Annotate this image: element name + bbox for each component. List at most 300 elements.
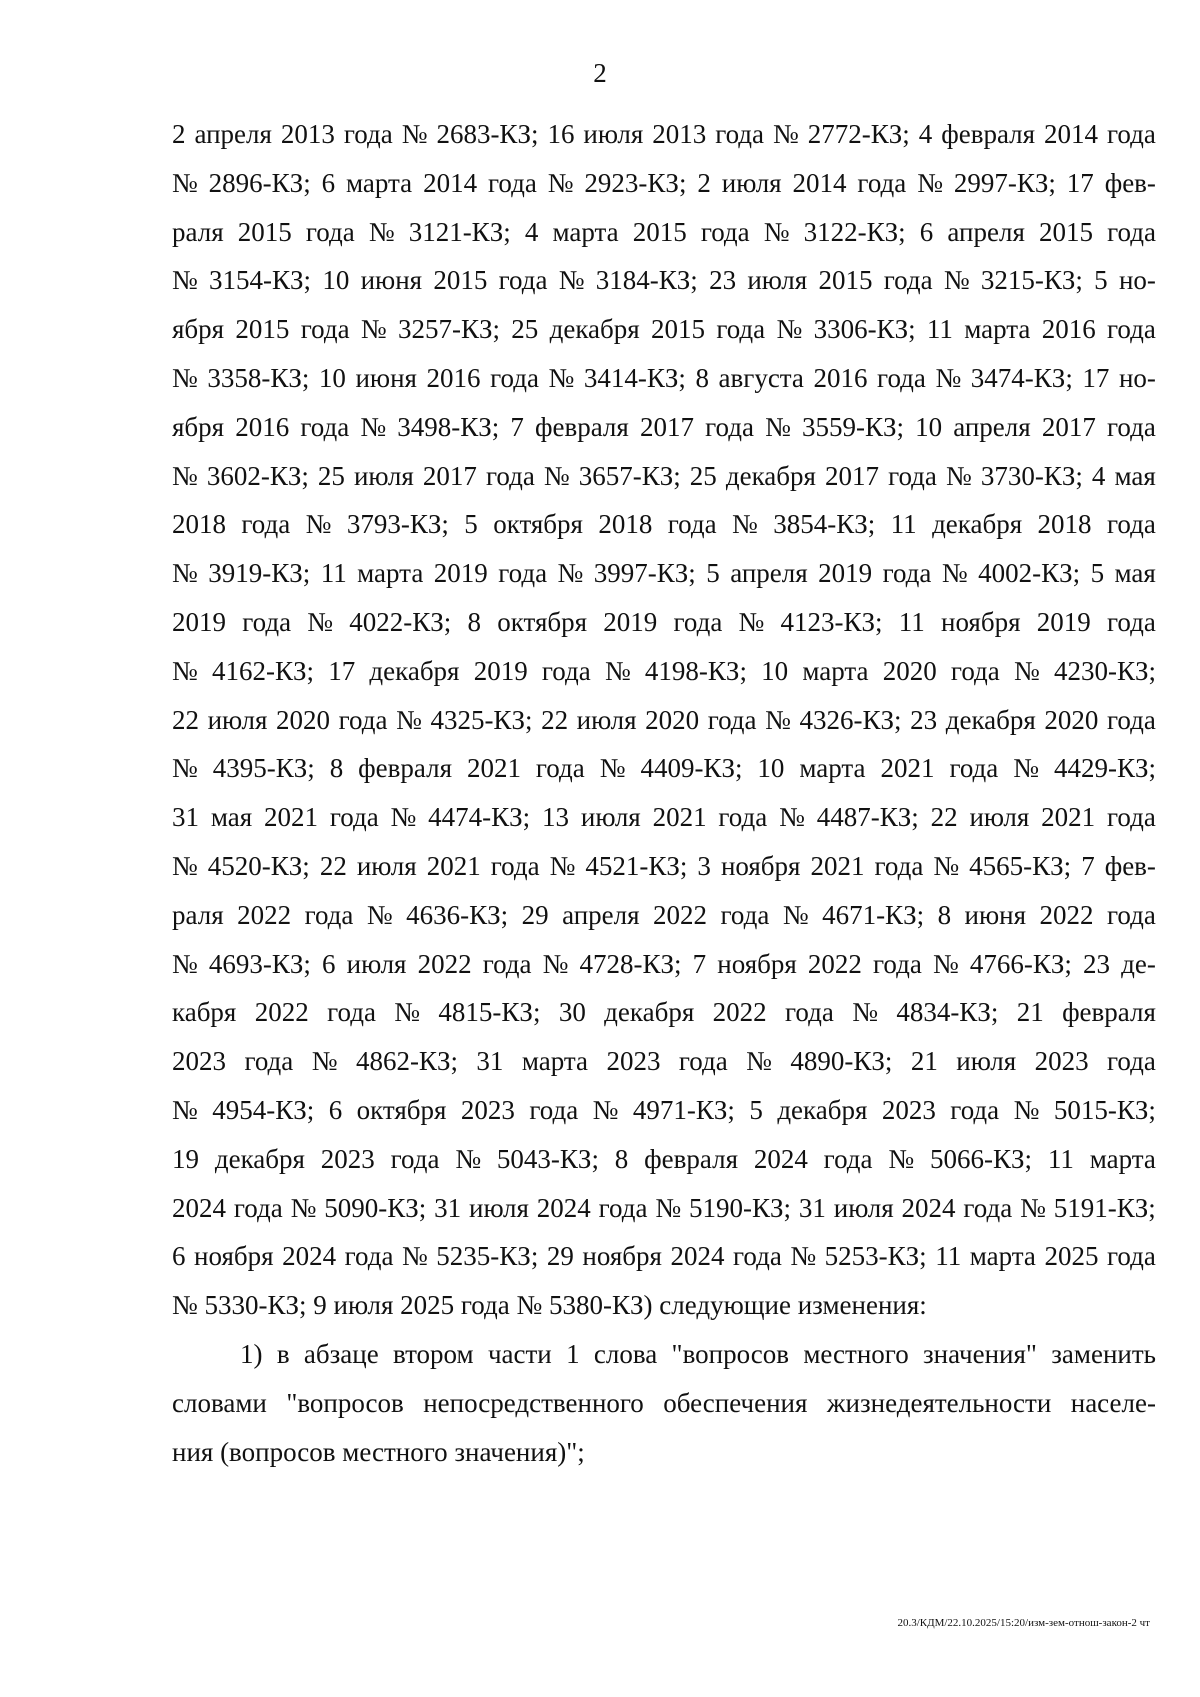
word: 10 (322, 265, 350, 296)
word: кабря (172, 997, 237, 1028)
word: № (360, 314, 387, 345)
word: февраля (1062, 997, 1156, 1028)
text-line (172, 891, 1156, 940)
word: 2016 (813, 362, 868, 393)
word: № (172, 167, 198, 198)
word: декабря (777, 1094, 868, 1125)
text-line (172, 842, 1156, 891)
text-line (172, 647, 1156, 696)
word: № (172, 1094, 198, 1125)
word: 2022 (1039, 899, 1094, 930)
word: 2021 (426, 850, 481, 881)
word: № (943, 265, 970, 296)
word: непосредственного (423, 1387, 644, 1418)
word: 2019 (1036, 606, 1091, 637)
word: 4022-КЗ; (349, 606, 452, 637)
word: 4162-КЗ; (211, 655, 314, 686)
word: июля (346, 948, 407, 979)
word: 2023 (1034, 1046, 1089, 1077)
word: года (490, 850, 540, 881)
word: 4326-КЗ; (799, 704, 902, 735)
word: ноября (194, 1241, 274, 1272)
word: 25 (689, 460, 717, 491)
word: 3154-КЗ; (209, 265, 312, 296)
word: 19 (172, 1143, 199, 1174)
word: февраля (358, 753, 452, 784)
word: 3919-КЗ; (208, 558, 311, 589)
word: № (765, 411, 791, 442)
word: 2017 (422, 460, 477, 491)
word: ноября (720, 850, 801, 881)
word: ноября (582, 1241, 662, 1272)
word: № (290, 1192, 317, 1223)
word: года (950, 655, 1000, 686)
word: июля (469, 1192, 529, 1223)
word: августа (718, 362, 804, 393)
word: 3358-КЗ; (207, 362, 310, 393)
word: 6 (321, 167, 336, 198)
word: года (707, 704, 757, 735)
text-line: 1) в абзаце втором части 1 слова "вопросов местного значения" заменить (240, 1338, 1156, 1369)
word: февраля (941, 119, 1036, 149)
word: 5235-КЗ; (436, 1241, 539, 1272)
word: 3122-КЗ; (803, 216, 906, 247)
word: 2024 (282, 1241, 337, 1272)
word: 4890-КЗ; (790, 1046, 893, 1077)
word: 2017 (639, 411, 694, 442)
word: мая (1114, 460, 1156, 491)
word: 2772-КЗ; (807, 119, 910, 149)
word: 13 (542, 802, 570, 833)
word: 5 (706, 558, 720, 589)
word: 5043-КЗ; (496, 1143, 599, 1174)
word: 8 (329, 753, 344, 784)
word: года (344, 1241, 394, 1272)
word: года (498, 558, 548, 589)
word: 3414-КЗ; (583, 362, 686, 393)
word: 2021 (810, 850, 865, 881)
word: года (1106, 899, 1156, 930)
word: года (390, 1143, 440, 1174)
word: словами (172, 1387, 267, 1418)
text-line (172, 598, 1156, 647)
word: декабря (932, 509, 1023, 540)
word: 5015-КЗ; (1053, 1094, 1156, 1125)
page-number: 2 (593, 58, 607, 88)
word: 3997-КЗ; (593, 558, 696, 589)
word: 4815-КЗ; (438, 997, 541, 1028)
word: 3257-КЗ; (397, 314, 500, 345)
word: 4521-КЗ; (585, 850, 688, 881)
word: 2017 (1041, 411, 1096, 442)
word: 7 (1081, 850, 1095, 881)
word: № (779, 802, 805, 833)
word: года (1107, 216, 1156, 247)
word: 3498-КЗ; (397, 411, 500, 442)
word: 2016 (426, 362, 481, 393)
word: 2020 (1044, 704, 1099, 735)
word: 6 (919, 216, 934, 247)
word: марта (964, 314, 1031, 345)
word: 10 (757, 753, 785, 784)
word: 5190-КЗ; (689, 1192, 792, 1223)
word: фев- (1104, 167, 1156, 198)
word: 2019 (818, 558, 873, 589)
text-line (172, 256, 1156, 305)
word: года (1106, 1241, 1156, 1272)
word: года (485, 460, 535, 491)
word: 17 (1066, 167, 1094, 198)
word: года (598, 1192, 648, 1223)
word: 2020 (645, 704, 700, 735)
word: апреля (194, 119, 272, 149)
word: 4 (1091, 460, 1106, 491)
word: марта (969, 1241, 1036, 1272)
word: раля (172, 216, 224, 247)
word: 2018 (598, 509, 653, 540)
word: 17 (328, 655, 356, 686)
word: 3602-КЗ; (206, 460, 309, 491)
word: 2015 (818, 265, 873, 296)
word: 3121-КЗ; (408, 216, 511, 247)
word: года (541, 655, 591, 686)
text-line (172, 1086, 1156, 1135)
word: 2024 (670, 1241, 725, 1272)
word: 3 (697, 850, 711, 881)
word: 8 (467, 606, 482, 637)
word: № (172, 850, 198, 881)
word: апреля (947, 216, 1025, 247)
word: 3559-КЗ; (801, 411, 904, 442)
word: 2021 (1041, 802, 1096, 833)
word: № (557, 558, 584, 589)
word: года (233, 1192, 283, 1223)
word: 11 (890, 509, 917, 540)
word: года (1106, 802, 1156, 833)
word: года (720, 899, 770, 930)
word: 10 (318, 362, 346, 393)
word: 2022 (653, 899, 708, 930)
word: 31 (798, 1192, 826, 1223)
word: № (782, 899, 809, 930)
word: декабря (549, 314, 640, 345)
word: 8 (695, 362, 709, 393)
word: № (543, 460, 570, 491)
word: 11 (320, 558, 347, 589)
word: 5 (464, 509, 478, 540)
word: № (305, 509, 332, 540)
word: марта (802, 655, 869, 686)
word: № (549, 850, 576, 881)
word: раля (172, 899, 224, 930)
word: 8 (614, 1143, 629, 1174)
word: 2683-КЗ; (436, 119, 539, 149)
document-body (172, 110, 1156, 1476)
word: года (498, 265, 548, 296)
text-line (172, 793, 1156, 842)
word: № (172, 265, 198, 296)
word: № (945, 460, 972, 491)
word: 8 (937, 899, 952, 930)
word: № (738, 606, 765, 637)
word: 6 (322, 948, 336, 979)
word: мая (1114, 558, 1156, 589)
word: июля (353, 460, 414, 491)
word: марта (1089, 1143, 1156, 1174)
word: 3657-КЗ; (578, 460, 681, 491)
word: 2022 (417, 948, 472, 979)
word: апреля (730, 558, 808, 589)
word: № (172, 460, 198, 491)
word: № (455, 1143, 482, 1174)
word: № (558, 265, 585, 296)
word: года (1107, 314, 1156, 345)
word: года (244, 1046, 294, 1077)
word: № (366, 899, 393, 930)
word: 5253-КЗ; (824, 1241, 927, 1272)
word: 2023 (881, 1094, 936, 1125)
word: года (673, 606, 723, 637)
word: 4409-КЗ; (640, 753, 743, 784)
word: 2015 (1038, 216, 1093, 247)
word: 6 (172, 1241, 186, 1272)
word: года (883, 265, 933, 296)
word: 2021 (880, 753, 935, 784)
word: февраля (534, 411, 629, 442)
word: 4671-КЗ; (822, 899, 925, 930)
word: 4520-КЗ; (207, 850, 310, 881)
word: года (490, 362, 539, 393)
word: 6 (328, 1094, 343, 1125)
word: № (604, 655, 631, 686)
word: фев- (1104, 850, 1156, 881)
word: марта (357, 558, 424, 589)
word: октября (497, 606, 588, 637)
word: 11 (926, 314, 953, 345)
word: № (360, 411, 387, 442)
word: де- (1121, 948, 1156, 979)
word: № (932, 948, 959, 979)
word: но- (1118, 362, 1156, 393)
word: № (401, 119, 428, 149)
text-line (172, 1232, 1156, 1281)
word: № (773, 119, 799, 149)
word: 4487-КЗ; (816, 802, 919, 833)
word: 4 (918, 119, 933, 149)
word: 2022 (254, 997, 309, 1028)
word: года (784, 997, 834, 1028)
word: года (718, 802, 768, 833)
word: № (935, 362, 962, 393)
word: 22 (172, 704, 199, 735)
word: № (368, 216, 395, 247)
word: года (1107, 1046, 1156, 1077)
word: № (542, 948, 569, 979)
word: октября (493, 509, 583, 540)
word: № (396, 704, 422, 735)
word: 2896-КЗ; (208, 167, 311, 198)
word: обеспечения (663, 1387, 808, 1418)
word: № (599, 753, 626, 784)
word: № (307, 606, 334, 637)
word: № (172, 948, 198, 979)
word: 30 (558, 997, 586, 1028)
word: 4862-КЗ; (355, 1046, 458, 1077)
word: июля (956, 1046, 1017, 1077)
word: 2017 (825, 460, 879, 491)
word: 5 (749, 1094, 763, 1125)
word: 2014 (423, 167, 478, 198)
word: 22 (319, 850, 347, 881)
word: года (667, 509, 717, 540)
word: 2024 (536, 1192, 591, 1223)
word: 4971-КЗ; (632, 1094, 735, 1125)
word: 11 (1047, 1143, 1074, 1174)
word: июля (833, 1192, 894, 1223)
word: года (732, 1241, 782, 1272)
word: 2022 (712, 997, 767, 1028)
word: 2023 (172, 1046, 226, 1077)
word: года (529, 1094, 579, 1125)
word: 4123-КЗ; (780, 606, 883, 637)
word: июня (360, 265, 423, 296)
word: № (917, 167, 943, 198)
word: № (390, 802, 417, 833)
word: года (716, 314, 766, 345)
word: № (1013, 655, 1040, 686)
word: 2020 (882, 655, 937, 686)
word: № (852, 997, 878, 1028)
word: декабря (725, 460, 816, 491)
word: июля (969, 802, 1030, 833)
word: 31 (476, 1046, 504, 1077)
word: 5 (1094, 265, 1108, 296)
word: "вопросов (286, 1387, 404, 1418)
word: года (857, 167, 907, 198)
word: марта (799, 753, 866, 784)
word: 4954-КЗ; (212, 1094, 315, 1125)
word: ноября (941, 606, 1021, 637)
word: 31 (172, 802, 199, 833)
text-line (172, 305, 1156, 354)
word: года (877, 362, 926, 393)
word: года (1107, 119, 1156, 149)
text-line (172, 403, 1156, 452)
word: № (746, 1046, 772, 1077)
word: 10 (915, 411, 943, 442)
word: 2014 (792, 167, 847, 198)
word: 3730-КЗ; (980, 460, 1083, 491)
word: июля (583, 119, 644, 149)
word: 5066-КЗ; (929, 1143, 1033, 1174)
word: 7 (692, 948, 707, 979)
word: года (1106, 606, 1156, 637)
word: 2013 (280, 119, 335, 149)
word: апреля (562, 899, 640, 930)
word: года (950, 1094, 1000, 1125)
word: года (482, 948, 532, 979)
word: 2023 (606, 1046, 661, 1077)
text-line (172, 110, 1156, 159)
text-line (172, 988, 1156, 1037)
text-line (172, 1184, 1156, 1233)
word: 2022 (807, 948, 862, 979)
word: 2015 (433, 265, 488, 296)
word: года (715, 119, 765, 149)
word: 2024 (901, 1192, 956, 1223)
word: 4834-КЗ; (896, 997, 999, 1028)
word: 2015 (651, 314, 705, 345)
word: 31 (434, 1192, 462, 1223)
word: 2019 (172, 606, 226, 637)
word: 2021 (652, 802, 707, 833)
word: 2025 (1044, 1241, 1099, 1272)
word: 2 (697, 167, 711, 198)
word: 2022 (237, 899, 292, 930)
word: 2997-КЗ; (953, 167, 1056, 198)
footer-code: 20.3/КДМ/22.10.2025/15:20/изм-зем-отнош-закон-2 чт (897, 1617, 1150, 1629)
text-line: № 5330-КЗ; 9 июля 2025 года № 5380-КЗ) следующие изменения: (172, 1290, 927, 1321)
word: 17 (1082, 362, 1110, 393)
word: года (705, 411, 754, 442)
word: июля (207, 704, 268, 735)
word: 23 (1083, 948, 1110, 979)
word: года (487, 167, 537, 198)
word: 2021 (466, 753, 521, 784)
word: 3854-КЗ; (773, 509, 876, 540)
word: ноября (717, 948, 797, 979)
word: 2019 (603, 606, 658, 637)
word: мая (210, 802, 253, 833)
word: 3215-КЗ; (980, 265, 1083, 296)
word: № (655, 1192, 682, 1223)
word: 2016 (235, 411, 290, 442)
word: года (874, 850, 924, 881)
word: ября (172, 314, 225, 345)
word: года (338, 704, 388, 735)
word: 4198-КЗ; (644, 655, 747, 686)
word: 25 (317, 460, 345, 491)
word: года (1106, 509, 1156, 540)
word: № (548, 362, 575, 393)
text-line (172, 452, 1156, 501)
word: № (172, 655, 198, 686)
word: года (963, 1192, 1013, 1223)
word: года (343, 119, 393, 149)
word: 2 (172, 119, 186, 149)
text-line (172, 500, 1156, 549)
word: июля (576, 704, 637, 735)
word: № (172, 362, 198, 393)
text-line (172, 1135, 1156, 1184)
word: декабря (604, 997, 695, 1028)
word: июля (721, 167, 782, 198)
word: 23 (709, 265, 737, 296)
word: 3793-КЗ; (346, 509, 449, 540)
word: 2014 (1044, 119, 1099, 149)
word: № (888, 1143, 915, 1174)
word: 11 (935, 1241, 962, 1272)
word: 2015 (235, 314, 290, 345)
word: 4 (524, 216, 539, 247)
word: № (933, 850, 960, 881)
text-line (172, 354, 1156, 403)
word: декабря (214, 1143, 305, 1174)
word: 2018 (172, 509, 226, 540)
word: февраля (644, 1143, 738, 1174)
word: 29 (546, 1241, 574, 1272)
word: 7 (510, 411, 524, 442)
